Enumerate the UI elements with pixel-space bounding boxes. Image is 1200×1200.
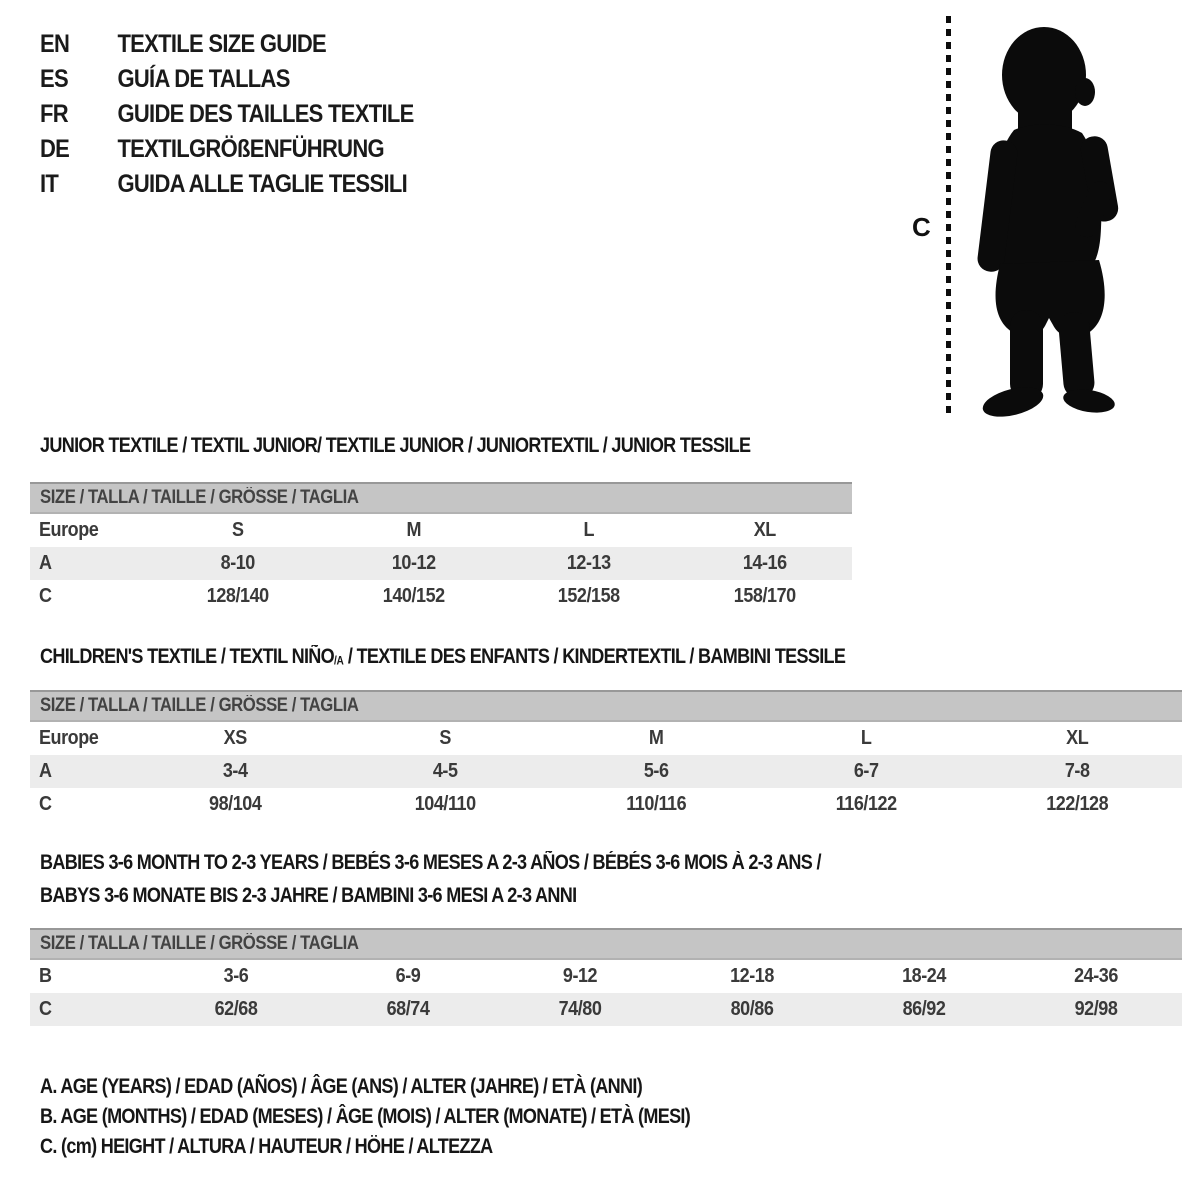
measure-legend <box>40 1072 796 1162</box>
age-cell: 10-12 <box>391 552 436 574</box>
language-row-en <box>40 27 414 62</box>
row-label: C <box>39 585 52 607</box>
size-cell: M <box>405 519 421 541</box>
table-row-age-years <box>30 547 852 580</box>
language-code: EN <box>40 30 70 58</box>
table-row-europe <box>30 514 852 547</box>
height-cell: 152/158 <box>557 585 620 607</box>
size-cell: XL <box>1065 727 1088 749</box>
language-row-de <box>40 132 414 167</box>
size-header-label: SIZE / TALLA / TAILLE / GRÖSSE / TAGLIA <box>40 695 359 716</box>
title-text: CHILDREN'S TEXTILE / TEXTIL NIÑO <box>40 645 334 668</box>
age-cell: 4-5 <box>433 760 458 782</box>
age-cell: 6-7 <box>854 760 879 782</box>
row-label: Europe <box>39 519 99 541</box>
height-cell: 140/152 <box>382 585 445 607</box>
size-header-row <box>30 482 852 514</box>
height-cell: 62/68 <box>214 998 258 1020</box>
age-cell: 12-18 <box>730 965 774 987</box>
table-row-europe <box>30 722 1182 755</box>
age-cell: 7-8 <box>1064 760 1090 782</box>
title-text: BABIES 3-6 MONTH TO 2-3 YEARS / BEBÉS 3-6 MESES A 2-3 AÑOS / BÉBÉS 3-6 MOIS À 2-3 ANS / <box>40 851 821 874</box>
age-cell: 6-9 <box>395 965 421 987</box>
babies-section-title <box>40 851 821 908</box>
size-cell: XL <box>753 519 776 541</box>
language-title-list <box>40 27 465 202</box>
language-code: DE <box>40 135 70 163</box>
age-cell: 8-10 <box>220 552 255 574</box>
table-row-height-cm <box>30 788 1182 821</box>
size-cell: M <box>648 727 664 749</box>
children-size-table <box>30 690 1182 821</box>
title-subscript: /A <box>333 654 344 668</box>
age-cell: 14-16 <box>742 552 787 574</box>
guide-title: GUIDE DES TAILLES TEXTILE <box>117 100 414 128</box>
junior-size-table <box>30 482 852 613</box>
height-cell: 128/140 <box>206 585 269 607</box>
junior-section-title: JUNIOR TEXTILE / TEXTIL JUNIOR/ TEXTILE JUNIOR / JUNIORTEXTIL / JUNIOR TESSILE <box>40 434 751 457</box>
height-cell: 80/86 <box>730 998 774 1020</box>
height-cell: 68/74 <box>386 998 430 1020</box>
size-header-label: SIZE / TALLA / TAILLE / GRÖSSE / TAGLIA <box>40 933 359 954</box>
language-row-it <box>40 167 414 202</box>
height-cell: 86/92 <box>902 998 946 1020</box>
language-code: IT <box>40 170 59 198</box>
guide-title: TEXTILGRÖßENFÜHRUNG <box>117 135 384 163</box>
toddler-silhouette-icon <box>968 12 1138 417</box>
babies-size-table <box>30 928 1182 1026</box>
title-text: / TEXTILE DES ENFANTS / KINDERTEXTIL / BAMBINI TESSILE <box>343 645 846 668</box>
legend-line-c: C. (cm) HEIGHT / ALTURA / HAUTEUR / HÖHE / ALTEZZA <box>40 1135 493 1158</box>
height-cell: 98/104 <box>209 793 262 815</box>
size-cell: S <box>439 727 452 749</box>
size-header-row <box>30 690 1182 722</box>
table-row-height-cm <box>30 580 852 613</box>
height-cell: 92/98 <box>1074 998 1118 1020</box>
guide-title: GUIDA ALLE TAGLIE TESSILI <box>117 170 408 198</box>
language-code: FR <box>40 100 68 128</box>
age-cell: 9-12 <box>562 965 598 987</box>
age-cell: 5-6 <box>643 760 669 782</box>
age-cell: 12-13 <box>566 552 611 574</box>
height-cell: 104/110 <box>415 793 477 815</box>
height-cell: 74/80 <box>558 998 602 1020</box>
age-cell: 3-4 <box>222 760 248 782</box>
age-cell: 3-6 <box>223 965 249 987</box>
table-row-age-months <box>30 960 1182 993</box>
table-row-age-years <box>30 755 1182 788</box>
height-measure-line <box>946 16 951 414</box>
size-cell: XS <box>223 727 247 749</box>
size-cell: L <box>583 519 595 541</box>
legend-line-b: B. AGE (MONTHS) / EDAD (MESES) / ÂGE (MOIS) / ALTER (MONATE) / ETÀ (MESI) <box>40 1105 691 1128</box>
row-label: B <box>39 965 52 987</box>
guide-title: TEXTILE SIZE GUIDE <box>117 30 327 58</box>
language-row-fr <box>40 97 414 132</box>
size-header-row <box>30 928 1182 960</box>
size-cell: S <box>231 519 244 541</box>
title-text: BABYS 3-6 MONATE BIS 2-3 JAHRE / BAMBINI 3-6 MESI A 2-3 ANNI <box>40 884 577 907</box>
size-header-label: SIZE / TALLA / TAILLE / GRÖSSE / TAGLIA <box>40 487 359 508</box>
row-label: C <box>39 793 52 815</box>
row-label: C <box>39 998 52 1020</box>
row-label: A <box>39 552 52 574</box>
language-code: ES <box>40 65 68 93</box>
height-cell: 158/170 <box>733 585 796 607</box>
age-cell: 18-24 <box>902 965 946 987</box>
row-label: A <box>39 760 52 782</box>
language-row-es <box>40 62 414 97</box>
guide-title: GUÍA DE TALLAS <box>117 65 290 93</box>
height-measure-label: C <box>912 212 931 242</box>
age-cell: 24-36 <box>1074 965 1118 987</box>
legend-line-a: A. AGE (YEARS) / EDAD (AÑOS) / ÂGE (ANS) / ALTER (JAHRE) / ETÀ (ANNI) <box>40 1075 643 1098</box>
size-cell: L <box>861 727 872 749</box>
table-row-height-cm <box>30 993 1182 1026</box>
row-label: Europe <box>39 727 99 749</box>
height-cell: 122/128 <box>1045 793 1108 815</box>
height-cell: 110/116 <box>626 793 686 815</box>
children-section-title <box>40 645 845 673</box>
height-cell: 116/122 <box>835 793 897 815</box>
